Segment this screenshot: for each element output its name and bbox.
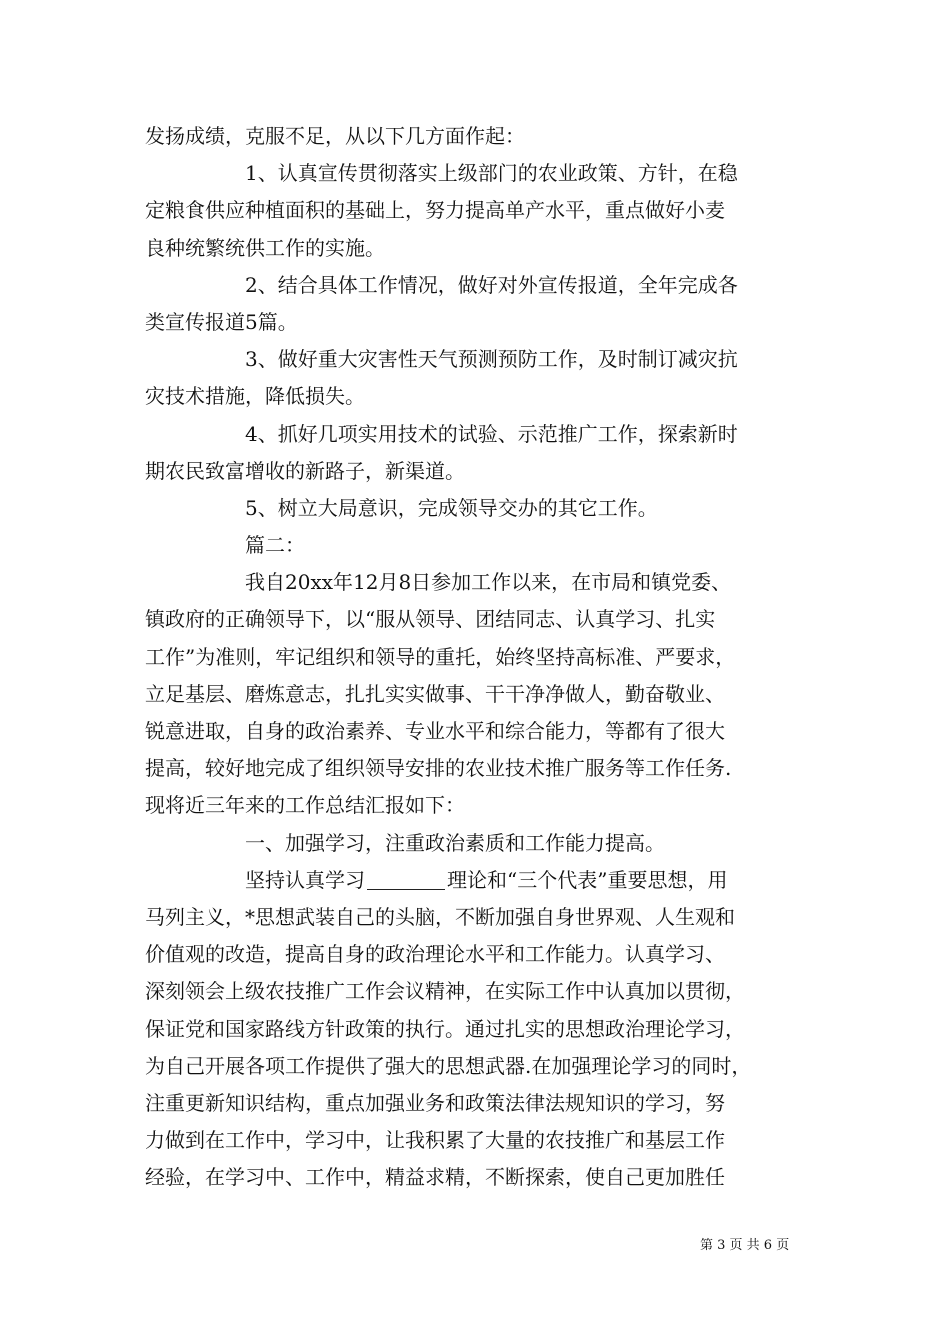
list-item-2: 2、结合具体工作情况，做好对外宣传报道，全年完成各	[245, 272, 738, 297]
text-line: 锐意进取，自身的政治素养、专业水平和综合能力，等都有了很大	[145, 719, 725, 743]
text-line: 立足基层、磨炼意志，扎扎实实做事、干干净净做人，勤奋敬业、	[145, 681, 725, 706]
text-segment: 理论和“三个代表”重要思想，用	[447, 867, 728, 892]
list-item-3: 3、做好重大灾害性天气预测预防工作，及时制订减灾抗	[245, 347, 738, 372]
list-item-5: 5、树立大局意识，完成领导交办的其它工作。	[245, 495, 658, 520]
text-segment: 坚持认真学习	[245, 867, 365, 892]
text-line: 提高，较好地完成了组织领导安排的农业技术推广服务等工作任务.	[145, 756, 732, 781]
text-line: 发扬成绩，克服不足，从以下几方面作起：	[145, 124, 525, 148]
text-line: 为自己开展各项工作提供了强大的思想武器.在加强理论学习的同时，	[145, 1053, 752, 1078]
text-line: 保证党和国家路线方针政策的执行。通过扎实的思想政治理论学习，	[145, 1016, 745, 1041]
text-line: 灾技术措施，降低损失。	[145, 384, 365, 409]
blank-underline	[367, 869, 445, 890]
text-line: 类宣传报道5篇。	[145, 309, 298, 334]
text-line: 深刻领会上级农技推广工作会议精神，在实际工作中认真加以贯彻，	[145, 979, 745, 1004]
section-heading: 篇二：	[245, 533, 305, 558]
subsection-heading: 一、加强学习，注重政治素质和工作能力提高。	[245, 830, 665, 855]
text-line: 镇政府的正确领导下，以“服从领导、团结同志、认真学习、扎实	[145, 607, 716, 632]
text-line: 现将近三年来的工作总结汇报如下：	[145, 793, 465, 818]
text-line: 注重更新知识结构，重点加强业务和政策法律法规知识的学习，努	[145, 1090, 725, 1115]
document-body	[145, 118, 810, 1196]
list-item-1: 1、认真宣传贯彻落实上级部门的农业政策、方针，在稳	[245, 161, 738, 186]
text-line: 良种统繁统供工作的实施。	[145, 235, 385, 260]
list-item-4: 4、抓好几项实用技术的试验、示范推广工作，探索新时	[245, 421, 738, 446]
text-line: 定粮食供应种植面积的基础上，努力提高单产水平，重点做好小麦	[145, 198, 725, 223]
paragraph-start: 我自20xx年12月8日参加工作以来，在市局和镇党委、	[245, 570, 732, 595]
text-line: 价值观的改造，提高自身的政治理论水平和工作能力。认真学习、	[145, 942, 725, 967]
page-number: 第 3 页 共 6 页	[700, 1238, 790, 1253]
text-line: 期农民致富增收的新路子，新渠道。	[145, 458, 465, 483]
text-line: 马列主义，*思想武装自己的头脑，不断加强自身世界观、人生观和	[145, 904, 735, 929]
text-line: 经验，在学习中、工作中，精益求精，不断探索，使自己更加胜任	[145, 1165, 725, 1190]
text-line: 力做到在工作中，学习中，让我积累了大量的农技推广和基层工作	[145, 1128, 725, 1153]
text-line: 工作”为准则，牢记组织和领导的重托，始终坚持高标准、严要求，	[145, 644, 736, 669]
paragraph-start	[145, 862, 810, 899]
